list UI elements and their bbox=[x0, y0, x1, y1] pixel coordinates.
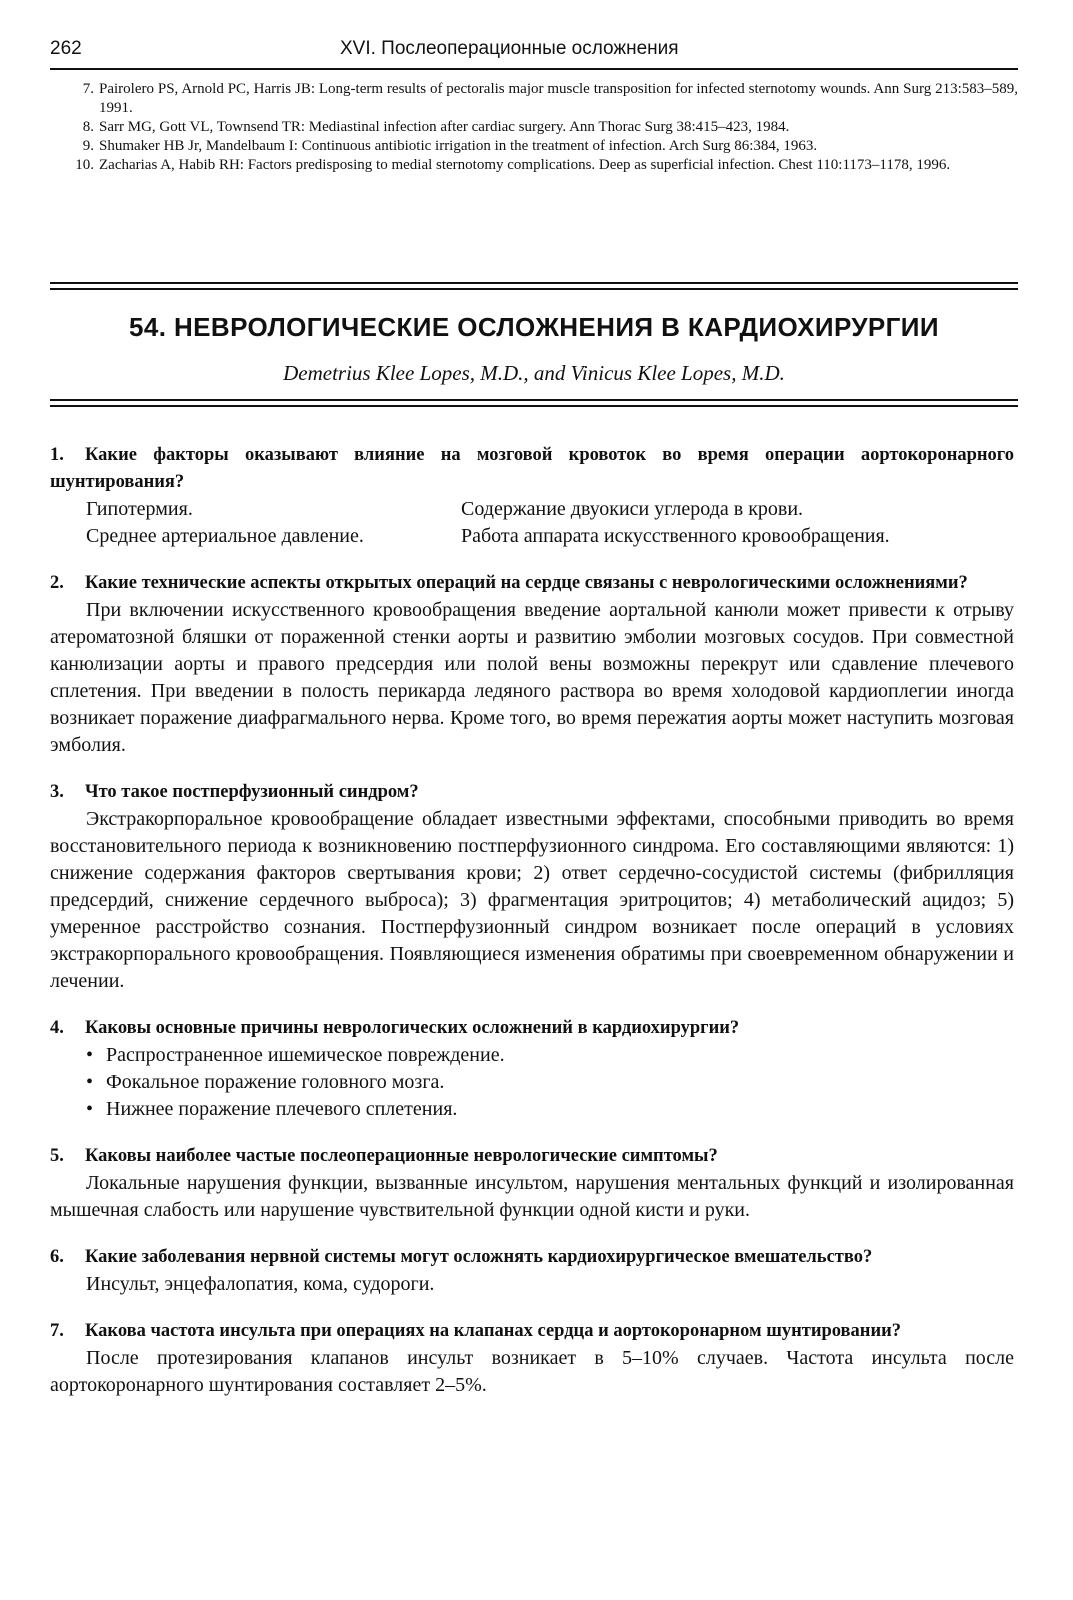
answer-text: Локальные нарушения функции, вызванные инсультом, нарушения ментальных функций и изолированная мышечная слабость или нарушение чувствительной функции одной кисти и руки. bbox=[50, 1172, 1014, 1221]
question bbox=[50, 442, 1014, 496]
factor-item: Среднее артериальное давление. bbox=[86, 525, 364, 547]
question-text: Какие факторы оказывают влияние на мозговой кровоток во время операции аортокоронарного шунтирования? bbox=[50, 445, 1014, 492]
chapter-heading bbox=[50, 282, 1018, 407]
factor-item: Гипотермия. bbox=[86, 498, 193, 520]
qa-item-4 bbox=[50, 1015, 1014, 1123]
qa-item-3 bbox=[50, 779, 1014, 995]
question bbox=[50, 1318, 1014, 1345]
question bbox=[50, 1143, 1014, 1170]
factor-item: Работа аппарата искусственного кровообращения. bbox=[461, 525, 890, 547]
reference-text: Shumaker HB Jr, Mandelbaum I: Continuous antibiotic irrigation in the treatment of infection. Arch Surg 86:384, 1963. bbox=[99, 138, 818, 154]
running-title: XVI. Послеоперационные осложнения bbox=[340, 38, 679, 59]
factor-item: Содержание двуокиси углерода в крови. bbox=[461, 498, 804, 520]
reference-number: 8. bbox=[82, 119, 94, 135]
running-header bbox=[50, 34, 1018, 70]
question bbox=[50, 570, 1014, 597]
reference-number: 10. bbox=[75, 157, 94, 173]
qa-item-7 bbox=[50, 1318, 1014, 1399]
factor-list bbox=[50, 496, 1014, 550]
question-text: Что такое постперфузионный синдром? bbox=[85, 782, 419, 802]
qa-item-2 bbox=[50, 570, 1014, 759]
reference-text: Zacharias A, Habib RH: Factors predisposing to medial sternotomy complications. Deep as superficial infection. Chest 110:1173–1178, 1996. bbox=[99, 157, 951, 173]
qa-item-1 bbox=[50, 442, 1014, 550]
question-number: 2. bbox=[50, 573, 64, 593]
top-double-rule bbox=[50, 282, 1018, 290]
qa-item-6 bbox=[50, 1244, 1014, 1298]
reference-item bbox=[54, 156, 1018, 175]
answer-text: Экстракорпоральное кровообращение обладает известными эффектами, способными приводить во время восстановительного периода к возникновению постперфузионного синдрома. Его составляющими являются: 1) снижение содержания факторов свертывания крови; 2) ответ сердечно-сосудистой системы (фибрилляция предсердий, снижение сердечного выброса); 3) фрагментация эритроцитов; 4) метаболический ацидоз; 5) умеренное расстройство сознания. Постперфузионный синдром возникает после операций в условиях экстракорпорального кровообращения. Появляющиеся изменения обратимы при своевременном обнаружении и лечении. bbox=[50, 808, 1014, 992]
bullet-item: • Нижнее поражение плечевого сплетения. bbox=[86, 1096, 1014, 1123]
reference-item bbox=[54, 118, 1018, 137]
reference-item bbox=[54, 137, 1018, 156]
question-number: 6. bbox=[50, 1247, 64, 1267]
reference-text: Pairolero PS, Arnold PC, Harris JB: Long-term results of pectoralis major muscle transposition for infected sternotomy wounds. Ann Surg 213:583–589, 1991. bbox=[99, 81, 1018, 116]
question bbox=[50, 1015, 1014, 1042]
qa-item-5 bbox=[50, 1143, 1014, 1224]
bullet-item: • Фокальное поражение головного мозга. bbox=[86, 1069, 1014, 1096]
question-number: 7. bbox=[50, 1321, 64, 1341]
reference-number: 9. bbox=[82, 138, 94, 154]
question bbox=[50, 1244, 1014, 1271]
reference-item bbox=[54, 80, 1018, 118]
question-text: Каковы наиболее частые послеоперационные неврологические симптомы? bbox=[85, 1146, 718, 1166]
answer-text: После протезирования клапанов инсульт возникает в 5–10% случаев. Частота инсульта после аортокоронарного шунтирования составляет 2–5%. bbox=[50, 1347, 1014, 1396]
chapter-authors: Demetrius Klee Lopes, M.D., and Vinicus Klee Lopes, M.D. bbox=[283, 361, 785, 385]
question-number: 5. bbox=[50, 1146, 64, 1166]
question-number: 1. bbox=[50, 445, 64, 465]
question-text: Каковы основные причины неврологических осложнений в кардиохирургии? bbox=[85, 1018, 740, 1038]
answer-text: При включении искусственного кровообращения введение аортальной канюли может привести к отрыву атероматозной бляшки от пораженной стенки аорты и развитию эмболии мозговых сосудов. При совместной канюлизации аорты и правого предсердия или полой вены возможны перекрут или сдавление плечевого сплетения. При введении в полость перикарда ледяного раствора во время холодовой кардиоплегии иногда возникает поражение диафрагмального нерва. Кроме того, во время пережатия аорты может наступить мозговая эмболия. bbox=[50, 599, 1014, 756]
page-number: 262 bbox=[50, 38, 82, 59]
bullet-list bbox=[50, 1042, 1014, 1123]
question-number: 3. bbox=[50, 782, 64, 802]
question bbox=[50, 779, 1014, 806]
question-text: Какие технические аспекты открытых операций на сердце связаны с неврологическими осложнениями? bbox=[85, 573, 968, 593]
reference-list bbox=[54, 80, 1018, 175]
reference-text: Sarr MG, Gott VL, Townsend TR: Mediastinal infection after cardiac surgery. Ann Thorac Surg 38:415–423, 1984. bbox=[99, 119, 790, 135]
chapter-title: 54. НЕВРОЛОГИЧЕСКИЕ ОСЛОЖНЕНИЯ В КАРДИОХИРУРГИИ bbox=[129, 312, 939, 342]
reference-number: 7. bbox=[82, 81, 94, 97]
question-number: 4. bbox=[50, 1018, 64, 1038]
bullet-item: • Распространенное ишемическое повреждение. bbox=[86, 1042, 1014, 1069]
qa-section bbox=[50, 442, 1014, 1419]
bottom-double-rule bbox=[50, 399, 1018, 407]
answer-text: Инсульт, энцефалопатия, кома, судороги. bbox=[86, 1273, 435, 1295]
question-text: Какова частота инсульта при операциях на клапанах сердца и аортокоронарном шунтировании? bbox=[85, 1321, 902, 1341]
question-text: Какие заболевания нервной системы могут осложнять кардиохирургическое вмешательство? bbox=[85, 1247, 873, 1267]
